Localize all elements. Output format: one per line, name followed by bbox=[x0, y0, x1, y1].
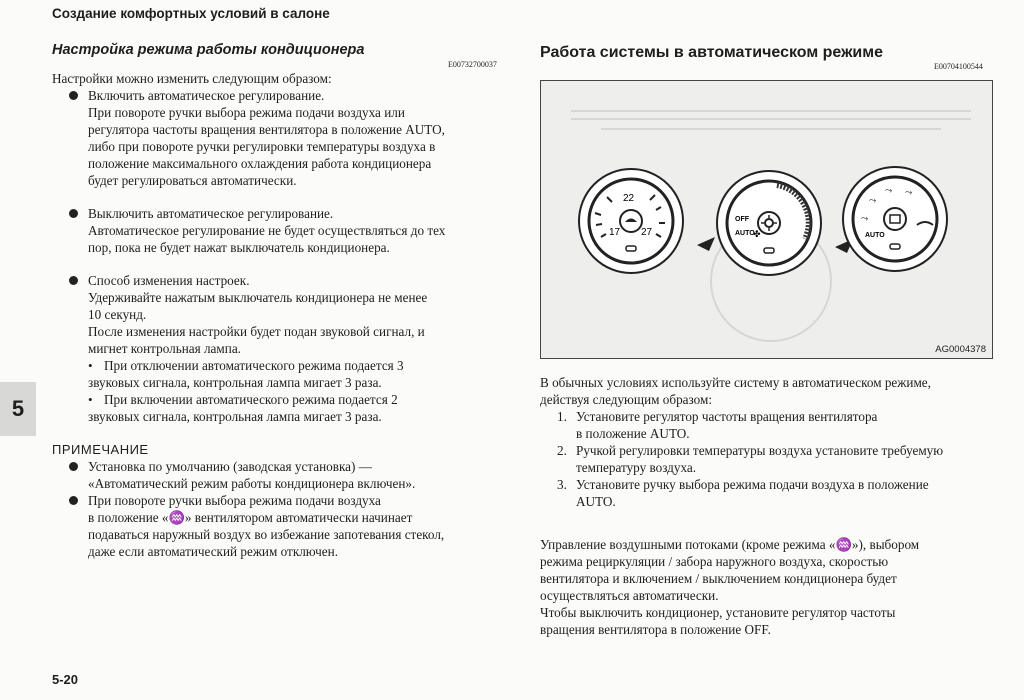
text-line: звуковых сигнала, контрольная лампа мигает 3 раза. bbox=[88, 375, 382, 390]
temp-high-label: 27 bbox=[641, 227, 653, 238]
note-defrost: При повороте ручки выбора режима подачи воздуха bbox=[52, 492, 522, 509]
step-number: 1. bbox=[557, 409, 567, 424]
left-intro: Настройки можно изменить следующим образом: bbox=[52, 71, 332, 86]
bullet-enable-auto: Включить автоматическое регулирование. bbox=[52, 87, 522, 104]
fan-off-label: OFF bbox=[735, 216, 749, 223]
step-number: 3. bbox=[557, 477, 567, 492]
chapter-tab: 5 bbox=[0, 382, 36, 436]
text-line: мигнет контрольная лампа. bbox=[88, 341, 241, 356]
text-line: подаваться наружный воздух во избежание запотевания стекол, bbox=[88, 527, 445, 542]
text-line: При повороте ручки выбора режима подачи воздуха или bbox=[88, 105, 405, 120]
text-line: После изменения настройки будет подан звуковой сигнал, и bbox=[88, 324, 425, 339]
sub-bullet-enable: • При включении автоматического режима подается 2 bbox=[52, 391, 522, 408]
indicator-lamp-icon bbox=[890, 244, 900, 249]
bullet-disable-auto: Выключить автоматическое регулирование. bbox=[52, 205, 522, 222]
step-1 bbox=[540, 408, 1000, 425]
text-line: вентилятора и включением / выключением кондиционера будет bbox=[540, 571, 897, 586]
right-section-title: Работа системы в автоматическом режиме bbox=[540, 44, 883, 61]
text-line: в положение AUTO. bbox=[576, 426, 690, 441]
air-mode-dial bbox=[843, 167, 947, 271]
running-header: Создание комфортных условий в салоне bbox=[52, 6, 330, 21]
text-line: Автоматическое регулирование не будет осуществляться до тех bbox=[88, 223, 446, 238]
text-line: в положение «♒» вентилятором автоматически начинает bbox=[88, 510, 413, 525]
text-line: В обычных условиях используйте систему в автоматическом режиме, bbox=[540, 375, 931, 390]
text-line: пор, пока не будет нажат выключатель кондиционера. bbox=[88, 240, 390, 255]
text-line: осуществляться автоматически. bbox=[540, 588, 719, 603]
rear-defogger-button-icon bbox=[884, 208, 906, 230]
svg-text:⤳: ⤳ bbox=[905, 188, 913, 198]
fan-speed-dial bbox=[717, 171, 821, 275]
pointer-arrow-icon bbox=[697, 237, 715, 251]
right-section-code: E00704100544 bbox=[934, 62, 983, 71]
svg-text:⤳: ⤳ bbox=[869, 196, 877, 206]
right-body bbox=[540, 374, 1000, 638]
fan-auto-label: AUTO bbox=[735, 230, 755, 237]
temperature-dial bbox=[579, 169, 683, 273]
indicator-lamp-icon bbox=[764, 248, 774, 253]
figure-drawing bbox=[541, 81, 992, 358]
mode-auto-label: AUTO bbox=[865, 232, 885, 239]
left-section-title: Настройка режима работы кондиционера bbox=[52, 42, 365, 58]
temp-low-label: 17 bbox=[609, 227, 621, 238]
step-2 bbox=[540, 442, 1000, 459]
fan-icon: ✤ bbox=[753, 230, 761, 240]
climate-control-figure bbox=[540, 80, 993, 359]
text-line: положение максимального охлаждения работа кондиционера bbox=[88, 156, 432, 171]
figure-code: AG0004378 bbox=[935, 344, 986, 355]
svg-text:⤳: ⤳ bbox=[885, 186, 893, 196]
step-text: Установите регулятор частоты вращения вентилятора bbox=[576, 409, 878, 424]
left-body bbox=[52, 70, 522, 560]
text-line: «Автоматический режим работы кондиционера включен». bbox=[88, 476, 416, 491]
background-texture bbox=[571, 111, 971, 129]
text-line: Управление воздушными потоками (кроме режима «♒»), выбором bbox=[540, 537, 920, 552]
text-line: даже если автоматический режим отключен. bbox=[88, 544, 338, 559]
text-line: звуковых сигнала, контрольная лампа мигает 3 раза. bbox=[88, 409, 382, 424]
step-number: 2. bbox=[557, 443, 567, 458]
text-line: регулятора частоты вращения вентилятора в положение AUTO, bbox=[88, 122, 445, 137]
page-number: 5-20 bbox=[52, 672, 79, 687]
step-3 bbox=[540, 476, 1000, 493]
text-line: режима рециркуляции / забора наружного воздуха, скоростью bbox=[540, 554, 889, 569]
text-line: температуру воздуха. bbox=[576, 460, 697, 475]
text-line: 10 секунд. bbox=[88, 307, 147, 322]
indicator-lamp-icon bbox=[626, 246, 636, 251]
bullet-change-settings: Способ изменения настроек. bbox=[52, 272, 522, 289]
text-line: Удерживайте нажатым выключатель кондиционера не менее bbox=[88, 290, 428, 305]
sub-bullet-disable: • При отключении автоматического режима подается 3 bbox=[52, 357, 522, 374]
text-line: действуя следующим образом: bbox=[540, 392, 712, 407]
step-text: Ручкой регулировки температуры воздуха установите требуемую bbox=[576, 443, 944, 458]
left-section-code: E00732700037 bbox=[448, 60, 497, 69]
step-text: Установите ручку выбора режима подачи воздуха в положение bbox=[576, 477, 929, 492]
text-line: AUTO. bbox=[576, 494, 616, 509]
text-line: Чтобы выключить кондиционер, установите регулятор частоты bbox=[540, 605, 896, 620]
note-default: Установка по умолчанию (заводская установка) — bbox=[52, 458, 522, 475]
temp-mid-label: 22 bbox=[623, 193, 635, 204]
svg-text:⤳: ⤳ bbox=[861, 214, 869, 224]
text-line: вращения вентилятора в положение OFF. bbox=[540, 622, 771, 637]
text-line: будет регулироваться автоматически. bbox=[88, 173, 297, 188]
text-line: либо при повороте ручки регулировки температуры воздуха в bbox=[88, 139, 436, 154]
note-heading: ПРИМЕЧАНИЕ bbox=[52, 442, 149, 457]
